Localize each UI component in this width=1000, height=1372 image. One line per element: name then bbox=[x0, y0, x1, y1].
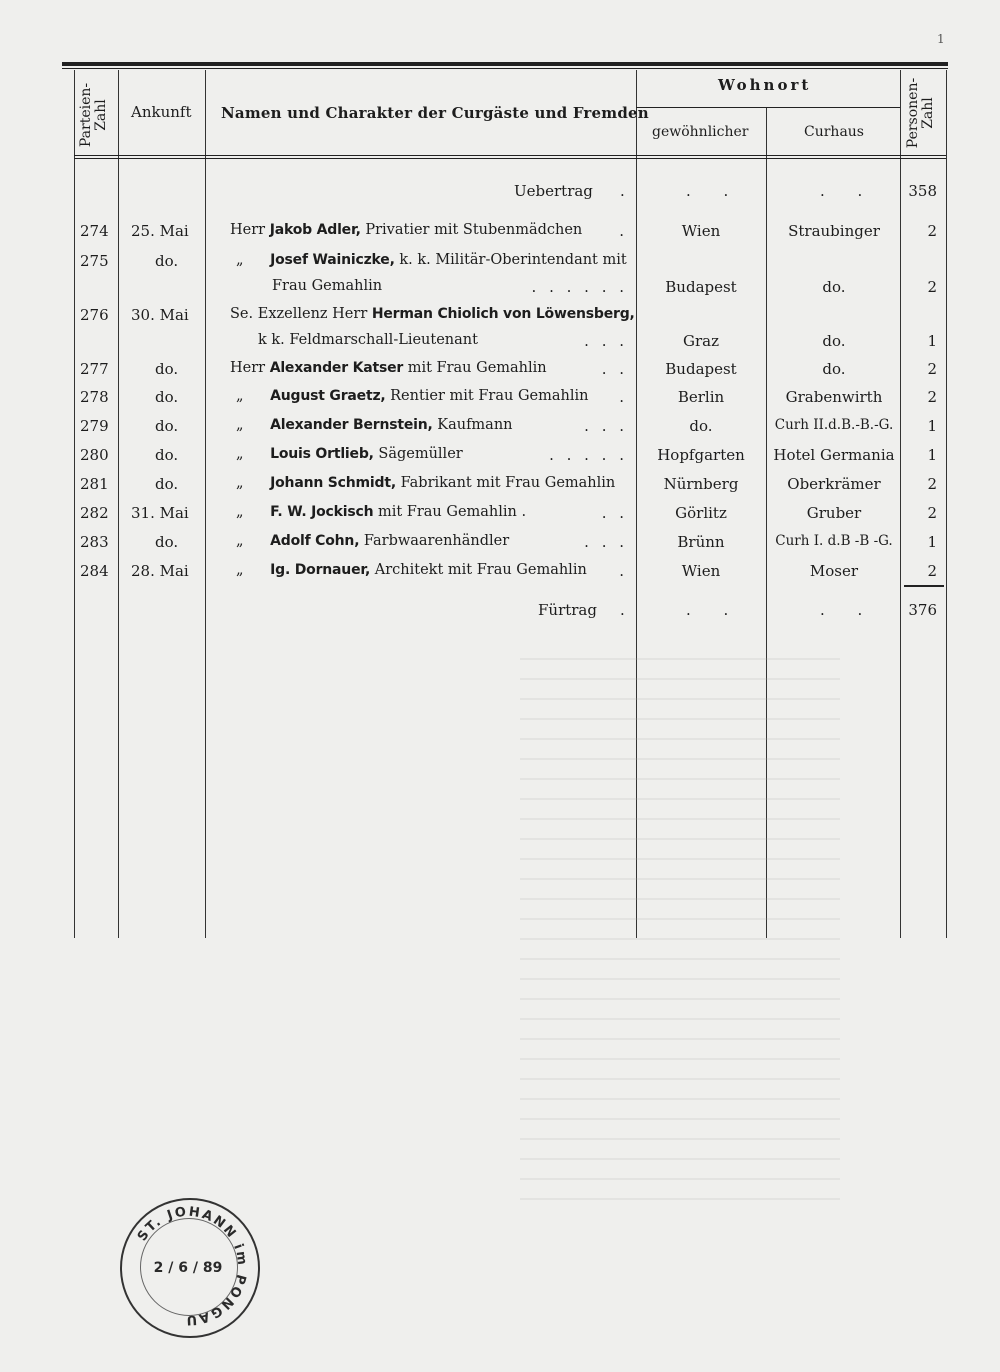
document-page: 1 Parteien- Zahl Ankunft Namen und Charakter der Curgäste und Fremden Wohnort gewöhnlicher Curhaus Personen- Zahl Uebertrag . . . . . 358 274 25. Mai Herr Jakob Adler, Privatier mit Stubenmädchen . Wien Straubinger 2 275 do. „ Josef Wainiczke, k. k. Militär-Oberintendant mit Frau Gemahlin . . . . . . Budapest do. 2 276 30. Mai Se. Exzellenz Herr Herman Chiolich von Löwensberg, k k. Feldmarschall-Lieutenant . . . Graz do. 1 277 do. Herr Alexander Katser mit Frau Gemahlin . . Budapest do. 2 278 do. „ August Graetz, Rentier mit Frau Gemahlin . Berlin Grabenwirth 2 279 do. „ Alexander Bernstein, Kaufmann . . . do. Curh II.d.B.-B.-G. 1 280 do. „ Louis Ortlieb, Sägemüller . . . . . Hopfgarten Hotel Germania 1 281 do. „ Johann Schmidt, Fabrikant mit Frau Gemahlin Nürnberg Oberkrämer 2 282 31. Mai „ F. W. Jockisch mit Frau Gemahlin . . . Görlitz Gruber 2 283 do. „ Adolf Cohn, Farbwaarenhändler . . . Brünn Curh I. d.B -B -G. 1 284 28. Mai „ Ig. Dornauer, Architekt mit Frau Gemahlin . Wien Moser 2 Fürtrag . . . . . 376 ST. JOHANN im PONGAU 2 / 6 / 89 bbox=[0, 0, 1000, 1372]
row-number: 281 bbox=[80, 475, 109, 493]
row-personen: 1 bbox=[927, 446, 937, 464]
row-ankunft: do. bbox=[155, 446, 179, 464]
row-guest-desc: Sägemüller bbox=[378, 446, 463, 462]
row-wohnort: Görlitz bbox=[675, 504, 727, 522]
row-guest-name-line bbox=[230, 222, 582, 238]
row-guest-name: Johann Schmidt, bbox=[270, 475, 396, 491]
row-guest-desc: Farbwaarenhändler bbox=[363, 533, 510, 549]
row-leader-dots: . . . . . . bbox=[531, 278, 628, 296]
row-ankunft: 31. Mai bbox=[131, 504, 189, 522]
row-guest-prefix: „ bbox=[236, 504, 244, 520]
header-bottom-rule bbox=[74, 155, 946, 156]
row-number: 274 bbox=[80, 222, 109, 240]
row-guest-prefix: „ bbox=[236, 446, 244, 462]
row-guest-name: Adolf Cohn, bbox=[270, 533, 360, 549]
row-number: 276 bbox=[80, 306, 109, 324]
row-curhaus: Straubinger bbox=[788, 222, 880, 240]
row-personen: 1 bbox=[927, 533, 937, 551]
svg-text:ST. JOHANN im PONGAU: ST. JOHANN im PONGAU bbox=[134, 1204, 250, 1328]
row-wohnort: Berlin bbox=[677, 388, 725, 406]
row-leader-dots: . bbox=[619, 562, 628, 580]
row-leader-dots: . . bbox=[601, 504, 628, 522]
header-curhaus: Curhaus bbox=[804, 124, 864, 140]
row-guest-desc: mit Frau Gemahlin . bbox=[377, 504, 527, 520]
row-personen: 2 bbox=[927, 278, 937, 296]
row-guest-desc-line2: k k. Feldmarschall-Lieutenant bbox=[258, 332, 478, 348]
header-personen-zahl: Personen- Zahl bbox=[905, 77, 936, 149]
row-personen: 2 bbox=[927, 388, 937, 406]
row-wohnort: Nürnberg bbox=[663, 475, 739, 493]
page-corner-mark: 1 bbox=[937, 32, 945, 46]
row-number: 282 bbox=[80, 504, 109, 522]
row-ankunft: 25. Mai bbox=[131, 222, 189, 240]
row-ankunft: 30. Mai bbox=[131, 306, 189, 324]
row-guest-prefix: „ bbox=[236, 562, 244, 578]
sum-rule bbox=[904, 585, 944, 587]
row-guest-name-line bbox=[236, 388, 588, 404]
row-wohnort: Hopfgarten bbox=[657, 446, 745, 464]
column-rule bbox=[118, 70, 119, 938]
row-guest-name: Louis Ortlieb, bbox=[270, 446, 374, 462]
row-number: 280 bbox=[80, 446, 109, 464]
row-leader-dots: . . . bbox=[584, 533, 628, 551]
row-personen: 1 bbox=[927, 332, 937, 350]
row-curhaus: do. bbox=[822, 332, 846, 350]
row-guest-name: Alexander Katser bbox=[269, 360, 404, 376]
row-guest-desc: Architekt mit Frau Gemahlin bbox=[374, 562, 587, 578]
row-guest-name-line bbox=[236, 562, 587, 578]
header-parteien-zahl: Parteien- Zahl bbox=[78, 82, 109, 148]
header-wohnort: Wohnort bbox=[718, 76, 812, 94]
row-leader-dots: . . . bbox=[584, 332, 628, 350]
row-number: 279 bbox=[80, 417, 109, 435]
table-top-rule bbox=[62, 62, 948, 66]
row-guest-desc: Fabrikant mit Frau Gemahlin bbox=[400, 475, 616, 491]
row-ankunft: do. bbox=[155, 533, 179, 551]
row-guest-name: F. W. Jockisch bbox=[270, 504, 374, 520]
row-guest-desc: Rentier mit Frau Gemahlin bbox=[390, 388, 589, 404]
row-number: 283 bbox=[80, 533, 109, 551]
header-ankunft: Ankunft bbox=[131, 103, 192, 121]
row-wohnort: Wien bbox=[681, 222, 721, 240]
postmark-stamp bbox=[120, 1198, 260, 1338]
row-number: 275 bbox=[80, 252, 109, 270]
row-guest-desc: Privatier mit Stubenmädchen bbox=[365, 222, 583, 238]
row-guest-desc-line2: Frau Gemahlin bbox=[272, 278, 383, 294]
fuertrag-total: 376 bbox=[908, 601, 937, 619]
uebertrag-total: 358 bbox=[908, 182, 937, 200]
row-leader-dots: . . . bbox=[584, 417, 628, 435]
row-guest-prefix: Herr bbox=[230, 222, 266, 238]
header-gewoehnlicher: gewöhnlicher bbox=[652, 124, 749, 140]
row-ankunft: do. bbox=[155, 388, 179, 406]
row-guest-prefix: „ bbox=[236, 475, 244, 491]
row-curhaus: Gruber bbox=[806, 504, 862, 522]
row-wohnort: Brünn bbox=[677, 533, 725, 551]
bleed-through-region bbox=[520, 640, 840, 1200]
row-number: 284 bbox=[80, 562, 109, 580]
row-guest-name-line bbox=[230, 306, 635, 322]
row-personen: 2 bbox=[927, 562, 937, 580]
row-guest-name-line bbox=[230, 360, 547, 376]
svg-text:2 / 6 / 89: 2 / 6 / 89 bbox=[153, 1260, 223, 1276]
row-guest-prefix: Herr bbox=[230, 360, 266, 376]
row-curhaus: Hotel Germania bbox=[773, 446, 895, 464]
row-guest-prefix: Se. Exzellenz Herr bbox=[230, 306, 368, 322]
row-curhaus: Oberkrämer bbox=[787, 475, 881, 493]
row-guest-name-line bbox=[236, 446, 463, 462]
row-ankunft: do. bbox=[155, 360, 179, 378]
row-personen: 2 bbox=[927, 222, 937, 240]
row-guest-name-line bbox=[236, 417, 513, 433]
row-guest-prefix: „ bbox=[236, 417, 244, 433]
row-guest-name-line bbox=[236, 533, 509, 549]
row-guest-name: Alexander Bernstein, bbox=[270, 417, 433, 433]
row-guest-name: August Graetz, bbox=[270, 388, 386, 404]
row-ankunft: do. bbox=[155, 417, 179, 435]
row-curhaus: do. bbox=[822, 360, 846, 378]
row-curhaus: Moser bbox=[809, 562, 859, 580]
row-wohnort: Graz bbox=[683, 332, 719, 350]
column-rule bbox=[205, 70, 206, 938]
row-number: 278 bbox=[80, 388, 109, 406]
row-guest-name: Ig. Dornauer, bbox=[270, 562, 371, 578]
row-wohnort: Budapest bbox=[665, 360, 737, 378]
row-personen: 2 bbox=[927, 504, 937, 522]
row-guest-name-line bbox=[236, 252, 627, 268]
row-number: 277 bbox=[80, 360, 109, 378]
row-leader-dots: . . bbox=[601, 360, 628, 378]
row-personen: 1 bbox=[927, 417, 937, 435]
row-wohnort: Budapest bbox=[665, 278, 737, 296]
row-personen: 2 bbox=[927, 360, 937, 378]
row-leader-dots: . . . . . bbox=[549, 446, 628, 464]
row-guest-prefix: „ bbox=[236, 533, 244, 549]
row-wohnort: do. bbox=[689, 417, 713, 435]
column-rule bbox=[74, 70, 75, 938]
row-guest-name-line bbox=[236, 504, 526, 520]
row-curhaus: Curh II.d.B.-B.-G. bbox=[774, 417, 894, 433]
postmark-text-ring bbox=[120, 1198, 256, 1334]
row-wohnort: Wien bbox=[681, 562, 721, 580]
row-personen: 2 bbox=[927, 475, 937, 493]
row-curhaus: Grabenwirth bbox=[785, 388, 883, 406]
row-guest-name: Jakob Adler, bbox=[269, 222, 361, 238]
row-curhaus: Curh I. d.B -B -G. bbox=[775, 533, 893, 549]
row-leader-dots: . bbox=[619, 222, 628, 240]
row-guest-desc: Kaufmann bbox=[437, 417, 513, 433]
row-guest-prefix: „ bbox=[236, 388, 244, 404]
uebertrag-label: Uebertrag bbox=[514, 182, 593, 200]
row-guest-name: Herman Chiolich von Löwensberg, bbox=[371, 306, 635, 322]
row-guest-desc: k. k. Militär-Oberintendant mit bbox=[399, 252, 627, 268]
row-leader-dots: . bbox=[619, 388, 628, 406]
row-guest-desc: mit Frau Gemahlin bbox=[407, 360, 547, 376]
row-guest-prefix: „ bbox=[236, 252, 244, 268]
fuertrag-label: Fürtrag bbox=[538, 601, 597, 619]
row-guest-name: Josef Wainiczke, bbox=[270, 252, 395, 268]
row-guest-name-line bbox=[236, 475, 615, 491]
row-ankunft: do. bbox=[155, 252, 179, 270]
header-namen: Namen und Charakter der Curgäste und Fremden bbox=[221, 104, 649, 122]
row-curhaus: do. bbox=[822, 278, 846, 296]
row-ankunft: 28. Mai bbox=[131, 562, 189, 580]
row-ankunft: do. bbox=[155, 475, 179, 493]
column-rule bbox=[946, 70, 947, 938]
